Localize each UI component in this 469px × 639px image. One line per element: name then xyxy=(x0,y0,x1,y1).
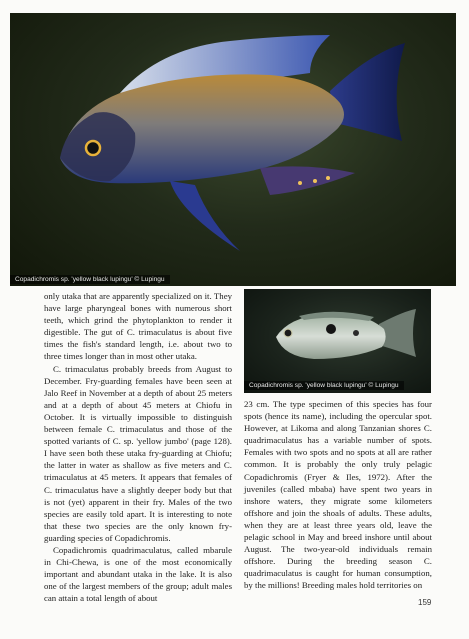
fish-illustration xyxy=(244,289,431,393)
secondary-photo xyxy=(244,289,431,393)
body-text-left-column xyxy=(44,290,232,604)
page-number: 159 xyxy=(418,598,432,607)
body-text-right-column xyxy=(244,398,432,592)
photo-caption: Copadichromis sp. 'yellow black lupingu' © Lupingu xyxy=(10,275,170,284)
paragraph: 23 cm. The type specimen of this species has four spots (hence its name), including the opercular spot. However, at Likoma and along Tanzanian shores C. quadrimaculatus has a variable number of spots. Females with two spots and no spots at all are rather common. It is probably the only truly pelagic Copadichromis (Fryer & Iles, 1972). After the juveniles (called mbaba) have spent two years in inshore waters, they migrate some kilometers offshore and join the shoals of adults. These adults, when they are at least three years old, leave the pelagic school in May and breed inshore until about August. The two-year-old individuals remain offshore. During the breeding season C. quadrimaculatus is caught for human consumption, by the millions! Breeding males hold territories on xyxy=(244,399,432,591)
fish-illustration xyxy=(10,13,456,286)
paragraph: only utaka that are apparently specialized on it. They have large pharyngeal bones with numerous short teeth, which grind the phytoplankton to render it digestible. The gut of C. trimaculatus is about five times the fish's standard length, i.e. about two to three times longer than in most other utaka. xyxy=(44,291,232,362)
main-photo xyxy=(10,13,456,286)
paragraph: Copadichromis quadrimaculatus, called mbarule in Chi-Chewa, is one of the most economically important and abundant utaka in the lake. It is also one of the largest members of the group; adult males can attain a total length of about xyxy=(44,544,232,604)
paragraph: C. trimaculatus probably breeds from August to December. Fry-guarding females have been seen at Jalo Reef in November at a depth of about 25 meters and at a depth of about 45 meters at Chiofu in October. It is virtually impossible to distinguish between female C. trimaculatus and those of the spotted variants of C. sp. 'yellow jumbo' (page 128). I have seen both these utaka fry-guarding at Chiofu; the latter in water as shallow as five meters and C. trimaculatus at 45 meters. It appears that females of C. trimaculatus have a slightly deeper body but that is not (yet) apparent in their fry. Males of the two species are easily told apart. It is interesting to note that these two species are the only known fry-guarding species of Copadichromis. xyxy=(44,363,232,543)
photo-caption: Copadichromis sp. 'yellow black lupingu' © Lupingu xyxy=(244,381,404,390)
